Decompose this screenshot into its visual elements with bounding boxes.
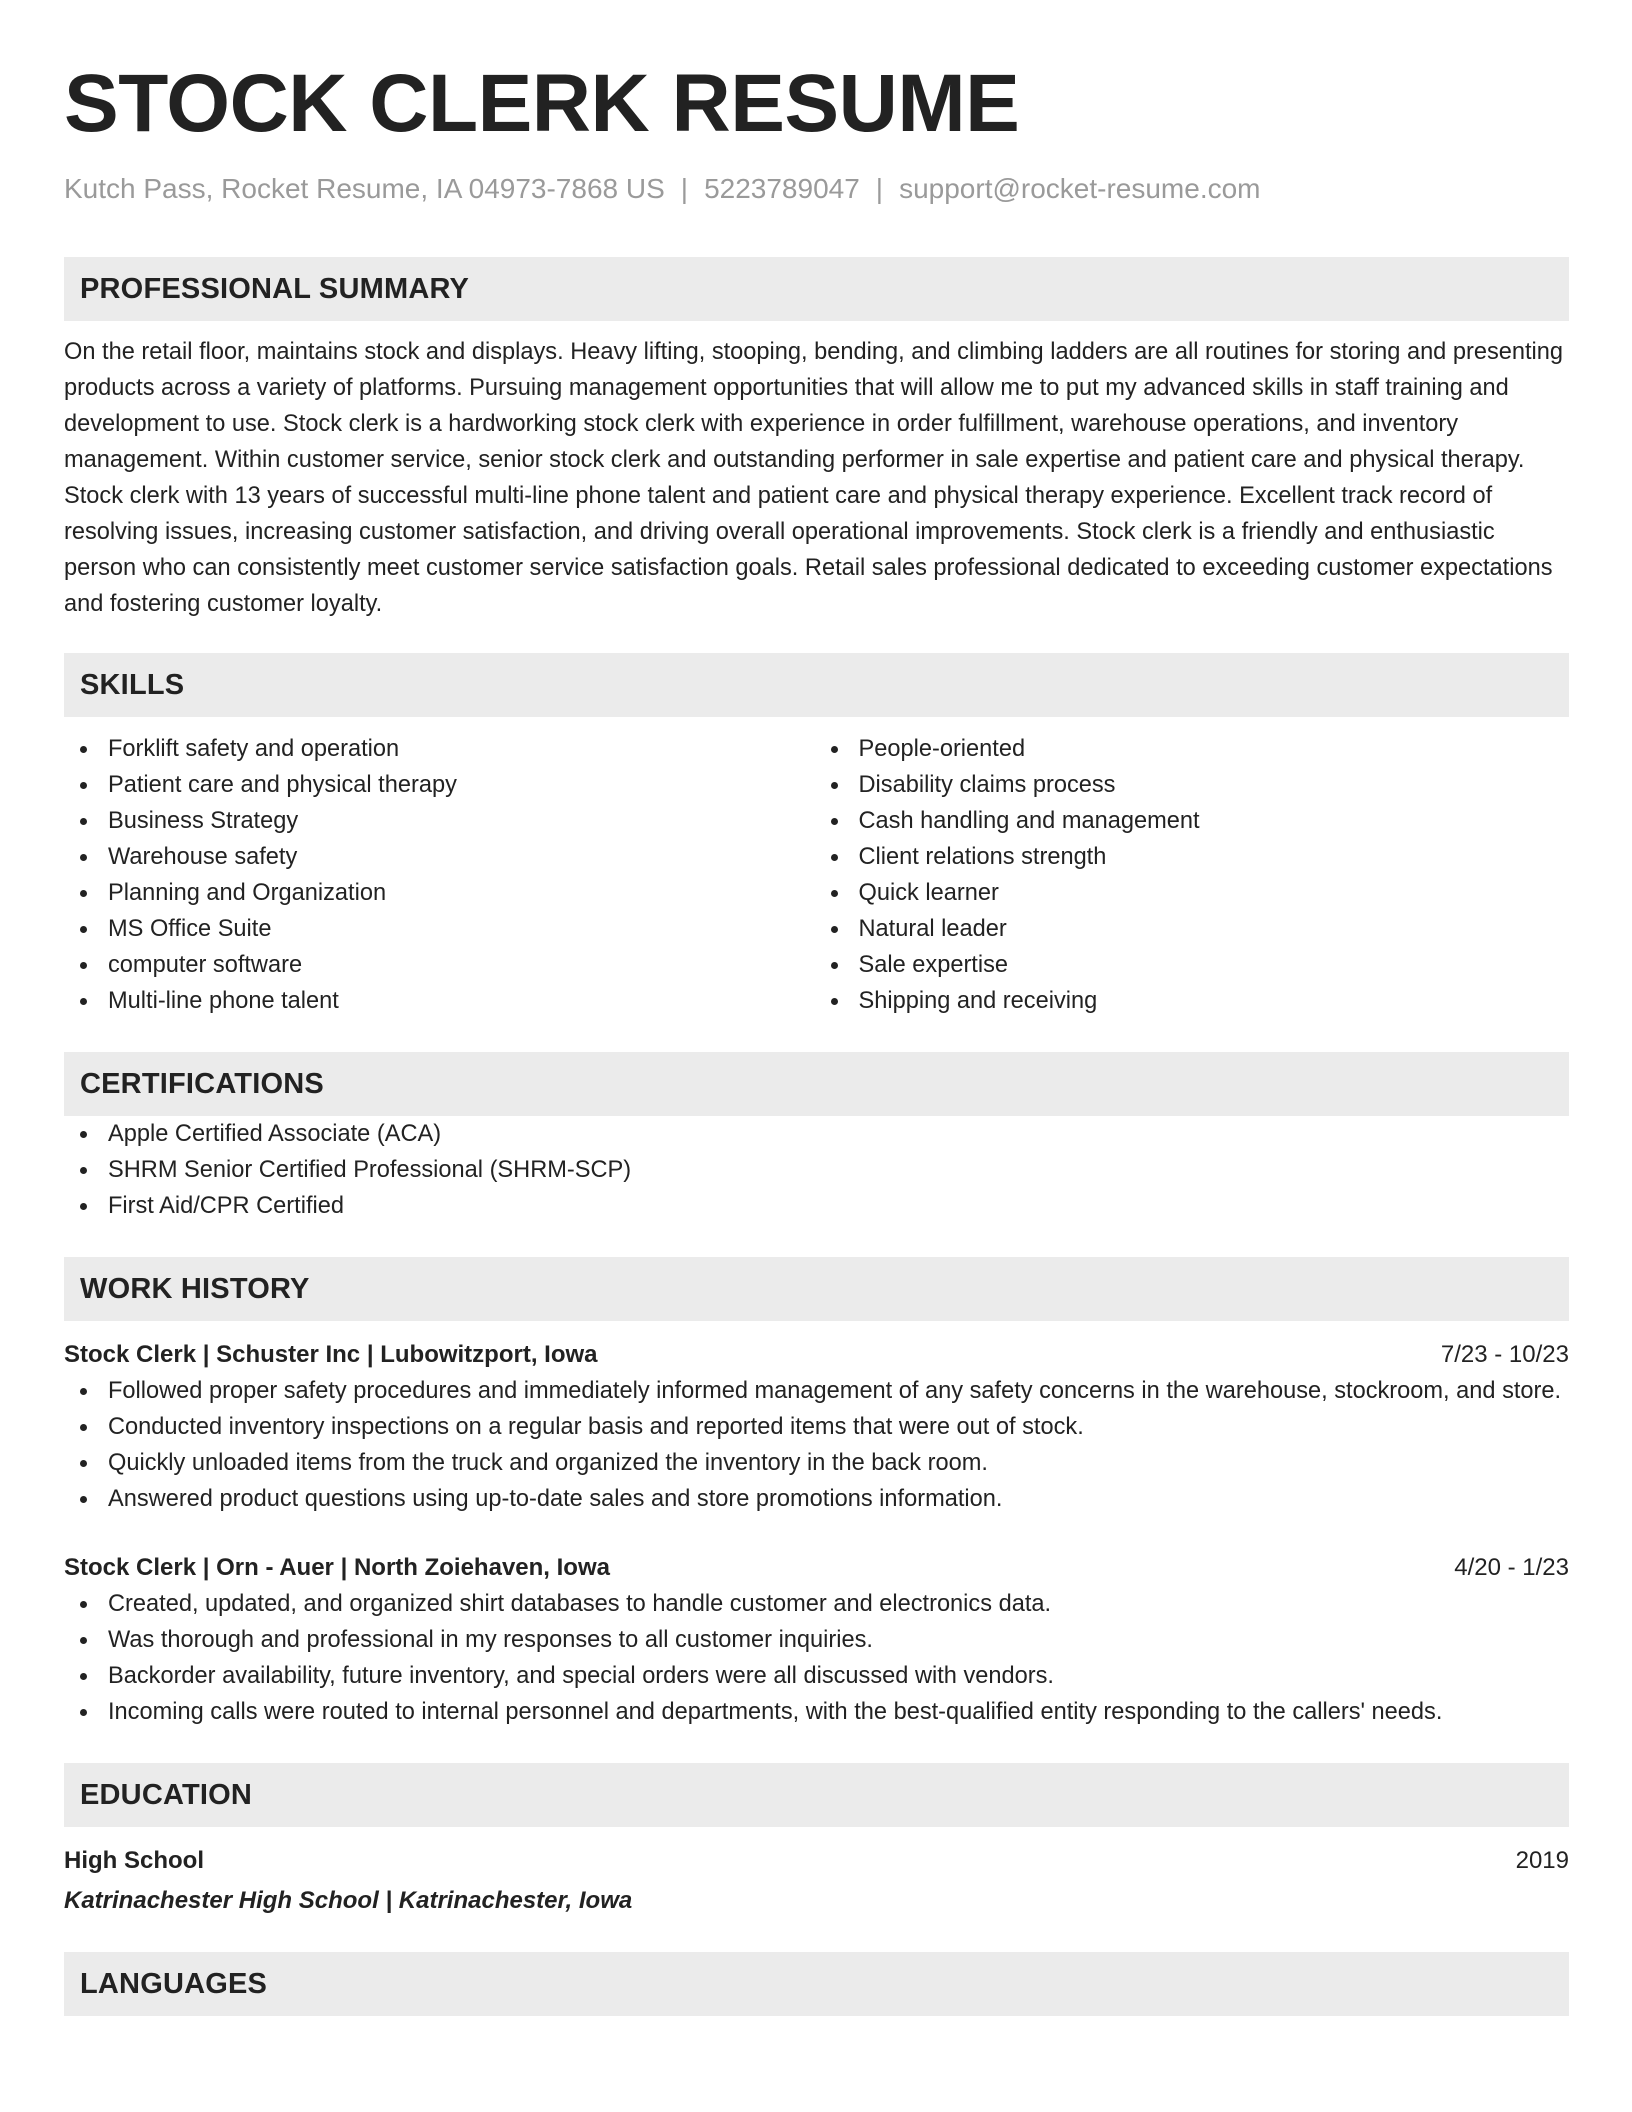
job-title: Stock Clerk | Orn - Auer | North Zoiehaven, Iowa	[64, 1554, 610, 1581]
job-dates: 4/20 - 1/23	[1454, 1554, 1569, 1581]
job-duty-item: Backorder availability, future inventory, and special orders were all discussed with vendors.	[64, 1658, 1569, 1694]
summary-text: On the retail floor, maintains stock and displays. Heavy lifting, stooping, bending, and climbing ladders are all routines for storing and presenting products across a variety of platforms. Pursuing management opportunities that will allow me to put my advanced skills in staff training and development to use. Stock clerk is a hardworking stock clerk with experience in order fulfillment, warehouse operations, and inventory management. Within customer service, senior stock clerk and outstanding performer in sale expertise and patient care and physical therapy. Stock clerk with 13 years of successful multi-line phone talent and patient care and physical therapy experience. Excellent track record of resolving issues, increasing customer satisfaction, and driving overall operational improvements. Stock clerk is a friendly and enthusiastic person who can consistently meet customer service satisfaction goals. Retail sales professional dedicated to exceeding customer expectations and fostering customer loyalty.	[64, 339, 1564, 617]
job-duty-item: Followed proper safety procedures and immediately informed management of any safety concerns in the warehouse, stockroom, and store.	[64, 1373, 1569, 1409]
job-duty-item: Quickly unloaded items from the truck and organized the inventory in the back room.	[64, 1445, 1569, 1481]
job-duty-item: Conducted inventory inspections on a regular basis and reported items that were out of stock.	[64, 1409, 1569, 1445]
page-title: STOCK CLERK RESUME	[64, 58, 1020, 149]
contact-phone: 5223789047	[704, 173, 860, 204]
skill-item: Warehouse safety	[64, 839, 817, 875]
job-duty-item: Was thorough and professional in my responses to all customer inquiries.	[64, 1622, 1569, 1658]
job-title: Stock Clerk | Schuster Inc | Lubowitzport, Iowa	[64, 1341, 598, 1368]
skill-item: People-oriented	[817, 731, 1570, 767]
skill-item: Planning and Organization	[64, 875, 817, 911]
skill-item: Shipping and receiving	[817, 983, 1570, 1019]
skills-column-left	[64, 731, 817, 1019]
job-duties	[64, 1586, 1569, 1730]
job-duty-item: Created, updated, and organized shirt databases to handle customer and electronics data.	[64, 1586, 1569, 1622]
skill-item: MS Office Suite	[64, 911, 817, 947]
skill-item: Patient care and physical therapy	[64, 767, 817, 803]
job-duties	[64, 1373, 1569, 1517]
skill-item: Quick learner	[817, 875, 1570, 911]
job-duty-item: Incoming calls were routed to internal personnel and departments, with the best-qualified entity responding to the callers' needs.	[64, 1694, 1569, 1730]
skill-item: Forklift safety and operation	[64, 731, 817, 767]
education-degree: High School	[64, 1847, 204, 1874]
job-dates: 7/23 - 10/23	[1440, 1341, 1569, 1368]
job-entry	[64, 1550, 1569, 1730]
certifications-list	[64, 1116, 1569, 1224]
certification-item: Apple Certified Associate (ACA)	[64, 1116, 1569, 1152]
contact-line	[64, 172, 1569, 206]
skill-item: Sale expertise	[817, 947, 1570, 983]
job-entry	[64, 1337, 1569, 1517]
skill-item: Disability claims process	[817, 767, 1570, 803]
job-header	[64, 1337, 1569, 1373]
skills-column-right	[817, 731, 1570, 1019]
section-header-languages: LANGUAGES	[64, 1952, 1569, 2016]
job-header	[64, 1550, 1569, 1586]
skill-item: Multi-line phone talent	[64, 983, 817, 1019]
job-duty-item: Answered product questions using up-to-date sales and store promotions information.	[64, 1481, 1569, 1517]
skills-list	[64, 731, 1569, 1019]
education-school: Katrinachester High School | Katrinachester, Iowa	[64, 1887, 633, 1914]
education-year: 2019	[1515, 1847, 1569, 1874]
section-header-certifications: CERTIFICATIONS	[64, 1052, 1569, 1116]
skill-item: Cash handling and management	[817, 803, 1570, 839]
section-header-skills: SKILLS	[64, 653, 1569, 717]
contact-separator: |	[680, 173, 689, 204]
section-header-work-history: WORK HISTORY	[64, 1257, 1569, 1321]
section-header-summary: PROFESSIONAL SUMMARY	[64, 257, 1569, 321]
section-header-education: EDUCATION	[64, 1763, 1569, 1827]
contact-email: support@rocket-resume.com	[899, 173, 1261, 204]
education-header	[64, 1843, 1569, 1879]
contact-address: Kutch Pass, Rocket Resume, IA 04973-7868 US	[64, 173, 665, 204]
contact-separator: |	[875, 173, 884, 204]
certification-item: First Aid/CPR Certified	[64, 1188, 1569, 1224]
skill-item: Business Strategy	[64, 803, 817, 839]
skill-item: computer software	[64, 947, 817, 983]
certification-item: SHRM Senior Certified Professional (SHRM-SCP)	[64, 1152, 1569, 1188]
skill-item: Client relations strength	[817, 839, 1570, 875]
skill-item: Natural leader	[817, 911, 1570, 947]
